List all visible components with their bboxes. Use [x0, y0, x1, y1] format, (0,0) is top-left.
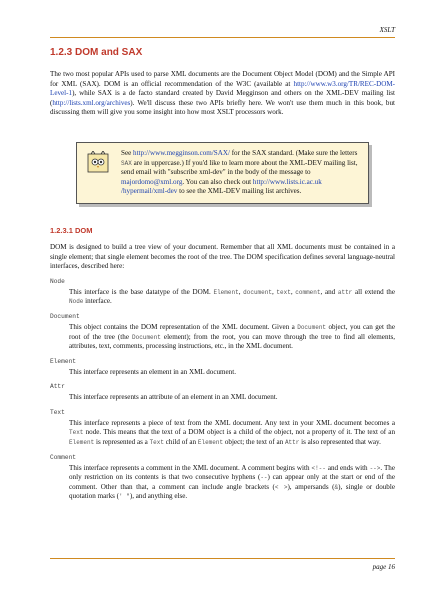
xml-archives-link[interactable]: http://lists.xml.org/archives: [52, 98, 131, 107]
def-element: This interface represents an element in an XML document.: [69, 367, 236, 376]
subsection-heading: 1.2.3.1 DOM: [50, 225, 93, 235]
subsection-intro: DOM is designed to build a tree view of your document. Remember that all XML documents must be contained in a single element; that single element becomes the root of the tree. The DOM specification defines several language-neutral interfaces, described here:: [50, 242, 395, 271]
hypermail-link[interactable]: http://www.lists.ic.ac.uk /hypermail/xml-dev: [121, 177, 322, 196]
term-comment: Comment: [50, 453, 76, 461]
w3c-link[interactable]: http://www.w3.org/TR/REC-DOM-Level-1: [50, 79, 395, 98]
page-content: [50, 47, 395, 506]
sax-link[interactable]: http://www.megginson.com/SAX/: [133, 148, 230, 157]
header-rule: [50, 37, 395, 38]
owl-note-icon: [87, 151, 109, 173]
note-box: See http://www.megginson.com/SAX/ for the SAX standard. (Make sure the letters SAX are in uppercase.) If you'd like to learn more about the XML-DEV mailing list, send email with "subscribe xml-dev" in the body of the message to majordomo@xml.org. You can also check out http://www.lists.ic.ac.uk /hypermail/xml-dev to see the XML-DEV mailing list archives.: [76, 142, 369, 204]
term-node: Node: [50, 277, 65, 285]
definition-list: [50, 278, 395, 502]
term-text: Text: [50, 408, 65, 416]
def-document: This object contains the DOM representation of the XML document. Given a Document object, you can get the root of the tree (the Document element); from the root, you can move through the tree to find all elements, attributes, text, comments, processing instructions, etc., in the XML document.: [69, 322, 396, 351]
running-header: XSLT: [379, 26, 395, 34]
def-attr: This interface represents an attribute of an element in an XML document.: [69, 393, 278, 402]
term-document: Document: [50, 312, 80, 320]
def-text: This interface represents a piece of text from the XML document. Any text in your XML document becomes a Text node. This means that the text of a DOM object is a child of the object, not a property of it. The text of an Element is represented as a Text child of an Element object; the text of an Attr is also represented that way.: [69, 418, 395, 447]
section-heading: 1.2.3 DOM and SAX: [50, 47, 143, 58]
def-node: This interface is the base datatype of the DOM. Element, document, text, comment, and attr all extend the Node interface.: [69, 287, 395, 306]
footer-rule: [50, 558, 395, 559]
section-intro: The two most popular APIs used to parse XML documents are the Document Object Model (DOM) and the Simple API for XML (SAX). DOM is an official recommendation of the W3C (available at http://www.w3.org/TR/REC-DOM-Level-1), while SAX is a de facto standard created by David Megginson and others on the XML-DEV mailing list (http://lists.xml.org/archives). We'll discuss these two APIs briefly here. We won't use them much in this book, but discussing them will give you some insight into how most XSLT processors work.: [50, 70, 395, 117]
page-number: page 16: [372, 563, 395, 571]
term-element: Element: [50, 357, 76, 365]
def-comment: This interface represents a comment in the XML document. A comment begins with <!-- and ends with -->. The only restriction on its contents is that two consecutive hyphens (--) can appear only at the start or end of the comment. Other than that, a comment can include angle brackets (< >), ampersands (&), single or double quotation marks (' "), and anything else.: [69, 463, 396, 501]
majordomo-link[interactable]: majordomo@xml.org: [121, 177, 183, 186]
term-attr: Attr: [50, 383, 65, 391]
